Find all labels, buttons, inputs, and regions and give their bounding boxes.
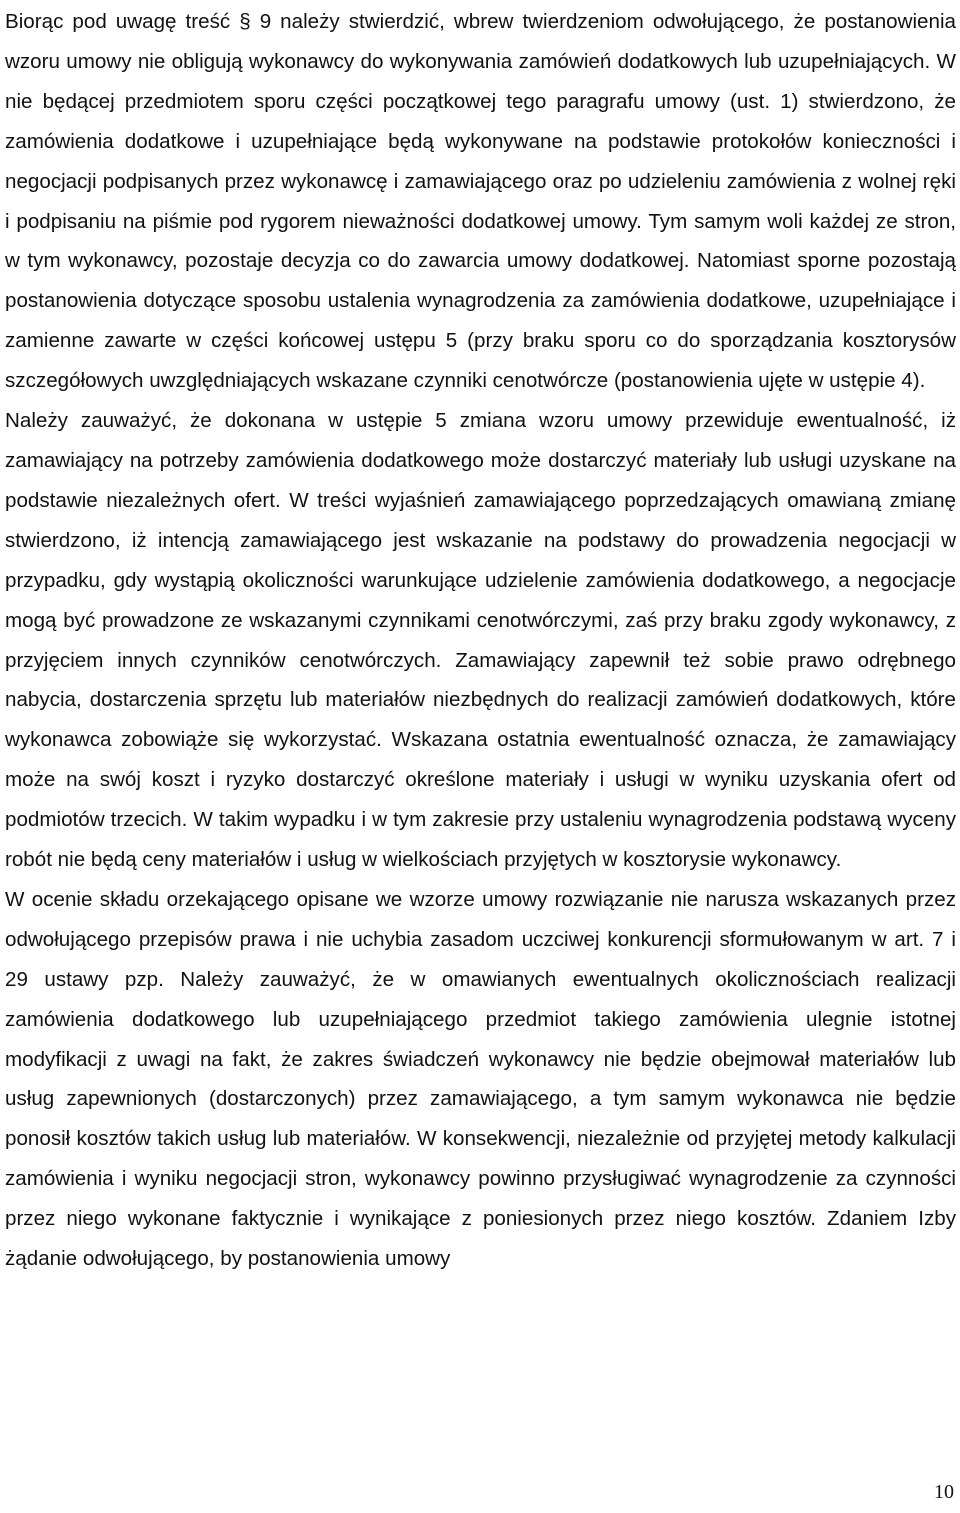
paragraph-1: Biorąc pod uwagę treść § 9 należy stwierdzić, wbrew twierdzeniom odwołującego, że postanowienia wzoru umowy nie obligują wykonawcy do wykonywania zamówień dodatkowych lub uzupełniających. W nie będącej przedmiotem sporu części początkowej tego paragrafu umowy (ust. 1) stwierdzono, że zamówienia dodatkowe i uzupełniające będą wykonywane na podstawie protokołów konieczności i negocjacji podpisanych przez wykonawcę i zamawiającego oraz po udzieleniu zamówienia z wolnej ręki i podpisaniu na piśmie pod rygorem nieważności dodatkowej umowy. Tym samym woli każdej ze stron, w tym wykonawcy, pozostaje decyzja co do zawarcia umowy dodatkowej. Natomiast sporne pozostają postanowienia dotyczące sposobu ustalenia wynagrodzenia za zamówienia dodatkowe, uzupełniające i zamienne zawarte w części końcowej ustępu 5 (przy braku sporu co do sporządzania kosztorysów szczegółowych uwzględniających wskazane czynniki cenotwórcze (postanowienia ujęte w ustępie 4). bbox=[5, 10, 956, 393]
paragraph-3: W ocenie składu orzekającego opisane we wzorze umowy rozwiązanie nie narusza wskazanych przez odwołującego przepisów prawa i nie uchybia zasadom uczciwej konkurencji sformułowanym w art. 7 i 29 ustawy pzp. Należy zauważyć, że w omawianych ewentualnych okolicznościach realizacji zamówienia dodatkowego lub uzupełniającego przedmiot takiego zamówienia ulegnie istotnej modyfikacji z uwagi na fakt, że zakres świadczeń wykonawcy nie będzie obejmował materiałów lub usług zapewnionych (dostarczonych) przez zamawiającego, a tym samym wykonawca nie będzie ponosił kosztów takich usług lub materiałów. W konsekwencji, niezależnie od przyjętej metody kalkulacji zamówienia i wyniku negocjacji stron, wykonawcy powinno przysługiwać wynagrodzenie za czynności przez niego wykonane faktycznie i wynikające z poniesionych przez niego kosztów. Zdaniem Izby żądanie odwołującego, by postanowienia umowy bbox=[5, 887, 956, 1271]
paragraph-2: Należy zauważyć, że dokonana w ustępie 5 zmiana wzoru umowy przewiduje ewentualność, iż zamawiający na potrzeby zamówienia dodatkowego może dostarczyć materiały lub usługi uzyskane na podstawie niezależnych ofert. W treści wyjaśnień zamawiającego poprzedzających omawianą zmianę stwierdzono, iż intencją zamawiającego jest wskazanie na podstawy do prowadzenia negocjacji w przypadku, gdy wystąpią okoliczności warunkujące udzielenie zamówienia dodatkowego, a negocjacje mogą być prowadzone ze wskazanymi czynnikami cenotwórczymi, zaś przy braku zgody wykonawcy, z przyjęciem innych czynników cenotwórczych. Zamawiający zapewnił też sobie prawo odrębnego nabycia, dostarczenia sprzętu lub materiałów niezbędnych do realizacji zamówień dodatkowych, które wykonawca zobowiąże się wykorzystać. Wskazana ostatnia ewentualność oznacza, że zamawiający może na swój koszt i ryzyko dostarczyć określone materiały i usługi w wyniku uzyskania ofert od podmiotów trzecich. W takim wypadku i w tym zakresie przy ustaleniu wynagrodzenia podstawą wyceny robót nie będą ceny materiałów i usług w wielkościach przyjętych w kosztorysie wykonawcy. bbox=[5, 409, 956, 872]
body-text bbox=[5, 2, 956, 1279]
page-number: 10 bbox=[934, 1481, 954, 1503]
